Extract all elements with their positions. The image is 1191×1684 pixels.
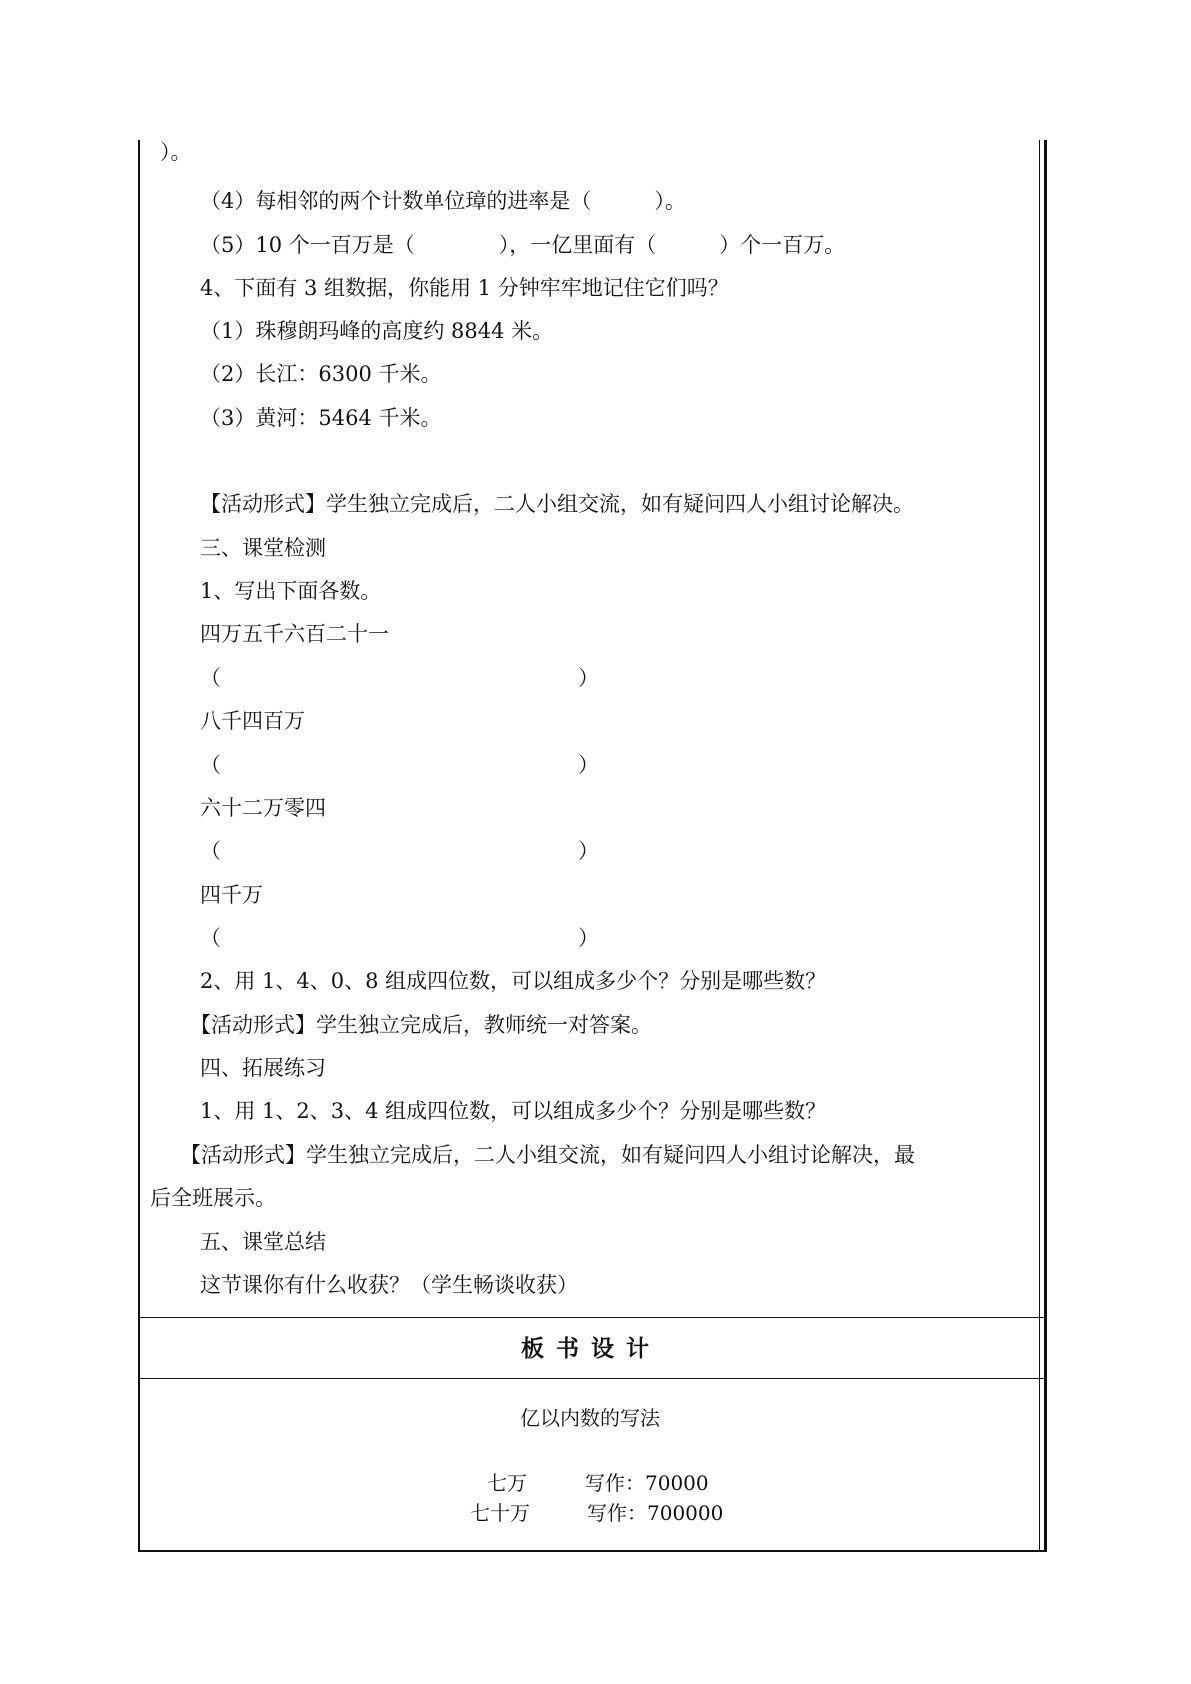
- text-line: （3）黄河：5464 千米。: [200, 406, 442, 430]
- text-line: 1、写出下面各数。: [200, 579, 382, 603]
- text-line: （4）每相邻的两个计数单位璋的进率是（ ）。: [200, 189, 686, 213]
- board-heading: 亿以内数的写法: [520, 1406, 660, 1430]
- board-row2-value: 写作：700000: [587, 1501, 724, 1525]
- board-design-title: 板书设计: [521, 1335, 661, 1362]
- text-line: 四、拓展练习: [200, 1056, 326, 1080]
- table-right-outer-border: [1044, 140, 1047, 1552]
- text-line: 八千四百万: [200, 709, 305, 733]
- board-row1-label: 七万: [487, 1471, 527, 1495]
- answer-blank: （ ）: [200, 753, 599, 777]
- text-line: 【活动形式】学生独立完成后，二人小组交流，如有疑问四人小组讨论解决。: [200, 492, 914, 516]
- text-line: ）。: [160, 140, 192, 164]
- text-line: 五、课堂总结: [200, 1230, 326, 1254]
- text-line: 四万五千六百二十一: [200, 622, 389, 646]
- board-row2-label: 七十万: [470, 1501, 530, 1525]
- board-row1-value: 写作：70000: [585, 1471, 709, 1495]
- text-line: 【活动形式】学生独立完成后，二人小组交流，如有疑问四人小组讨论解决，最: [180, 1143, 915, 1167]
- answer-blank: （ ）: [200, 666, 599, 690]
- text-line: 【活动形式】学生独立完成后，教师统一对答案。: [190, 1013, 652, 1037]
- text-line: （1）珠穆朗玛峰的高度约 8844 米。: [200, 319, 554, 343]
- answer-blank: （ ）: [200, 839, 599, 863]
- text-line: 六十二万零四: [200, 796, 326, 820]
- table-row-divider: [138, 1317, 1044, 1318]
- text-line: 后全班展示。: [150, 1186, 276, 1210]
- text-line: 四千万: [200, 883, 263, 907]
- text-line: 这节课你有什么收获？（学生畅谈收获）: [200, 1273, 578, 1297]
- text-line: （5）10 个一百万是（ ），一亿里面有（ ）个一百万。: [200, 233, 846, 257]
- answer-blank: （ ）: [200, 926, 599, 950]
- text-line: 4、下面有 3 组数据，你能用 1 分钟牢牢地记住它们吗？: [200, 276, 729, 300]
- text-line: 1、用 1、2、3、4 组成四位数，可以组成多少个？分别是哪些数？: [200, 1099, 827, 1123]
- text-line: （2）长江：6300 千米。: [200, 362, 442, 386]
- text-line: 2、用 1、4、0、8 组成四位数，可以组成多少个？分别是哪些数？: [200, 969, 827, 993]
- table-row-divider: [138, 1378, 1044, 1379]
- text-line: 三、课堂检测: [200, 536, 326, 560]
